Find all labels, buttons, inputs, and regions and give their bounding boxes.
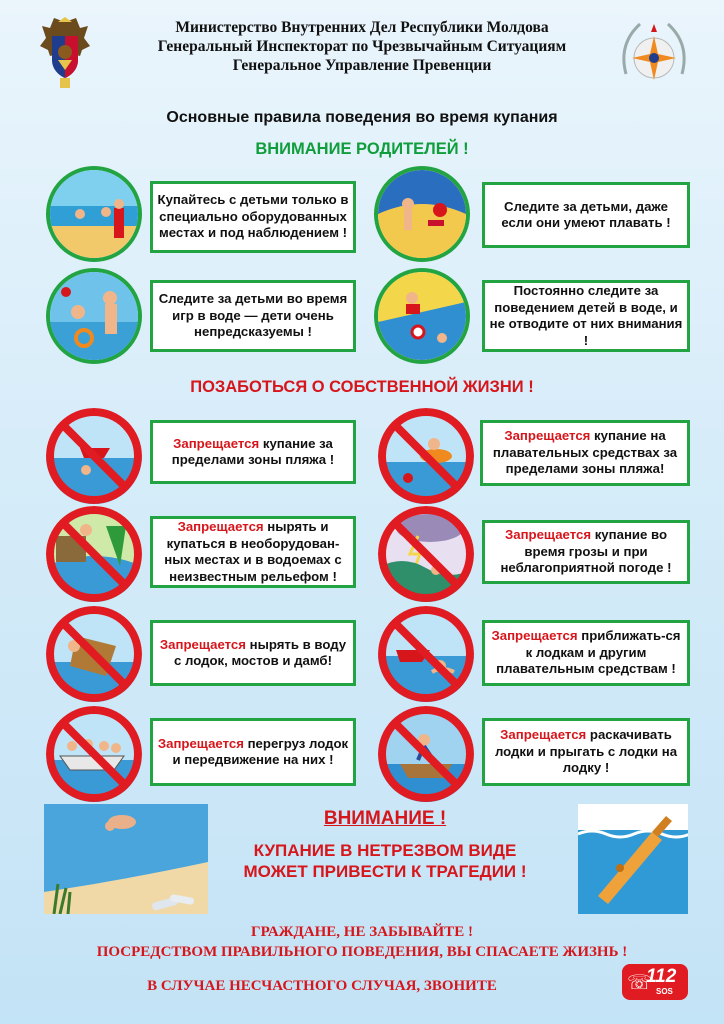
header xyxy=(0,18,724,75)
prohibited-word: Запрещается xyxy=(157,735,244,751)
rule-image-constant-attention xyxy=(374,268,470,364)
header-inspectorate: Генеральный Инспекторат по Чрезвычайным Ситуациям xyxy=(157,38,567,55)
rule-text: перегруз лодок и передвижение на них ! xyxy=(172,735,349,767)
rule-text: Купайтесь с детьми только в специально оборудованных местах и под наблюдением ! xyxy=(157,192,349,241)
rule-image-children-playing xyxy=(46,268,142,364)
self-section-heading: ПОЗАБОТЬСЯ О СОБСТВЕННОЙ ЖИЗНИ ! xyxy=(190,378,534,396)
sos-label: SOS xyxy=(656,987,673,996)
prohibited-image-beyond-beach xyxy=(46,408,142,504)
rule-box-thunderstorm xyxy=(482,520,690,584)
prohibited-image-thunderstorm xyxy=(378,506,474,602)
rule-box-floating-devices xyxy=(480,420,690,486)
prohibited-image-approach-boats xyxy=(378,606,474,702)
rule-text: нырять и купаться в необорудован-ных местах и в водоемах с неизвестным рельефом ! xyxy=(164,519,342,584)
rule-box-diving-from-boats xyxy=(150,620,356,686)
rule-text: Следите за детьми во время игр в воде — дети очень непредсказуемы ! xyxy=(158,291,348,340)
header-ministry: Министерство Внутренних Дел Республики Молдова xyxy=(175,19,549,36)
rule-box-rocking-boats xyxy=(482,718,690,786)
rule-box-approach-boats xyxy=(482,620,690,686)
rule-text: нырять в воду с лодок, мостов и дамб! xyxy=(174,636,347,668)
header-department: Генеральное Управление Превенции xyxy=(232,57,492,74)
prohibited-word: Запрещается xyxy=(504,527,592,543)
rule-text: купание на плавательных средствах за пределами зоны пляжа! xyxy=(492,428,678,477)
rule-image-supervised-beach xyxy=(46,166,142,262)
footer-reminder: ГРАЖДАНЕ, НЕ ЗАБЫВАЙТЕ ! xyxy=(251,924,473,940)
rule-text: купание за пределами зоны пляжа ! xyxy=(171,435,335,467)
prohibited-word: Запрещается xyxy=(504,428,591,444)
rule-image-watch-children xyxy=(374,166,470,262)
rule-text: Следите за детьми, даже если они умеют плавать ! xyxy=(501,198,671,230)
phone-icon: ☏ xyxy=(627,972,653,994)
prohibited-image-unequipped-places xyxy=(46,506,142,602)
footer-call-text: В СЛУЧАЕ НЕСЧАСТНОГО СЛУЧАЯ, ЗВОНИТЕ xyxy=(147,978,497,994)
rule-box-beyond-beach xyxy=(150,420,356,484)
emergency-number: 112 xyxy=(646,966,677,987)
rule-box-children-playing xyxy=(150,280,356,352)
rule-text: приближать-ся к лодкам и другим плавательным средствам ! xyxy=(496,628,681,677)
prohibited-word: Запрещается xyxy=(173,435,260,451)
rule-text: Постоянно следите за поведением детей в воде, и не отводите от них внимания ! xyxy=(489,283,683,348)
rule-text: купание во время грозы и при неблагоприятной погоде ! xyxy=(500,527,672,576)
parents-section-heading: ВНИМАНИЕ РОДИТЕЛЕЙ ! xyxy=(255,140,469,158)
prohibited-image-floating-devices xyxy=(378,408,474,504)
rule-box-supervised-beach xyxy=(150,181,356,253)
sinking-bottle-scene xyxy=(578,804,688,919)
prohibited-image-overloaded-boat xyxy=(46,706,142,802)
prohibited-word: Запрещается xyxy=(500,727,587,743)
rule-box-overloaded-boat xyxy=(150,718,356,786)
rule-box-constant-attention xyxy=(482,280,690,352)
prohibited-word: Запрещается xyxy=(491,628,578,644)
warning-title: ВНИМАНИЕ ! xyxy=(323,808,447,829)
warning-text: КУПАНИЕ В НЕТРЕЗВОМ ВИДЕ МОЖЕТ ПРИВЕСТИ К ТРАГЕДИИ ! xyxy=(243,841,527,881)
drunk-swimmer-scene xyxy=(44,804,208,919)
footer-slogan: ПОСРЕДСТВОМ ПРАВИЛЬНОГО ПОВЕДЕНИЯ, ВЫ СПАСАЕТЕ ЖИЗНЬ ! xyxy=(96,944,628,960)
prohibited-word: Запрещается xyxy=(177,519,264,534)
rule-box-watch-children xyxy=(482,182,690,248)
rule-text: раскачивать лодки и прыгать с лодки на лодку ! xyxy=(494,727,678,776)
emergency-112-logo xyxy=(622,964,688,1000)
prohibited-image-diving-from-boats xyxy=(46,606,142,702)
prohibited-image-rocking-boats xyxy=(378,706,474,802)
page-title: Основные правила поведения во время купания xyxy=(166,109,558,126)
rule-box-unequipped-places xyxy=(150,516,356,588)
prohibited-word: Запрещается xyxy=(159,636,246,652)
